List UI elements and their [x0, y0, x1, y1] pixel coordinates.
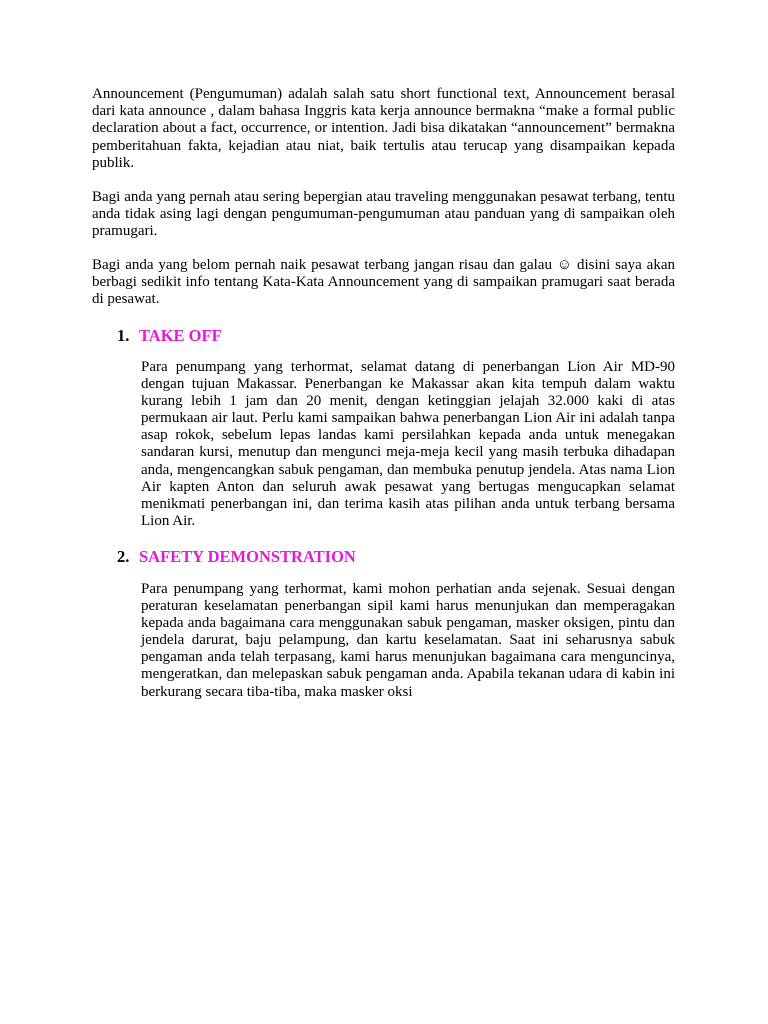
- section-heading-take-off: [117, 326, 222, 346]
- intro-paragraph-2: Bagi anda yang pernah atau sering bepergian atau traveling menggunakan pesawat terbang, tentu anda tidak asing lagi dengan pengumuman-pengumuman atau panduan yang di sampaikan oleh pramugari.: [92, 189, 675, 240]
- section-heading-safety-demonstration: [117, 547, 356, 567]
- section-title: TAKE OFF: [139, 326, 222, 345]
- section-number: 1.: [117, 326, 130, 345]
- intro-paragraph-1: Announcement (Pengumuman) adalah salah satu short functional text, Announcement berasal dari kata announce , dalam bahasa Inggris kata kerja announce bermakna “make a formal public declaration about a fact, occurrence, or intention. Jadi bisa dikatakan “announcement” bermakna pemberitahuan fakta, kejadian atau niat, baik tertulis atau terucap yang disampaikan kepada publik.: [92, 86, 675, 171]
- section-body-safety-demonstration: Para penumpang yang terhormat, kami mohon perhatian anda sejenak. Sesuai dengan peraturan keselamatan penerbangan sipil kami harus menunjukan dan memperagakan kepada anda bagaimana cara menggunakan sabuk pengaman, masker oksigen, pintu dan jendela darurat, baju pelampung, dan kartu keselamatan. Saat ini seharusnya sabuk pengaman anda telah terpasang, kami harus menunjukan bagaimana cara menguncinya, mengeratkan, dan melepaskan sabuk pengaman anda. Apabila tekanan udara di kabin ini berkurang secara tiba-tiba, maka masker oksi: [141, 581, 675, 700]
- section-title: SAFETY DEMONSTRATION: [139, 547, 356, 566]
- section-number: 2.: [117, 547, 130, 566]
- section-body-take-off: Para penumpang yang terhormat, selamat datang di penerbangan Lion Air MD-90 dengan tujuan Makassar. Penerbangan ke Makassar akan kita tempuh dalam waktu kurang lebih 1 jam dan 20 menit, dengan ketinggian jelajah 32.000 kaki di atas permukaan air laut. Perlu kami sampaikan bahwa penerbangan Lion Air ini adalah tanpa asap rokok, sebelum lepas landas kami persilahkan kepada anda untuk menegakan sandaran kursi, menutup dan mengunci meja-meja kecil yang masih terbuka dihadapan anda, mengencangkan sabuk pengaman, dan membuka penutup jendela. Atas nama Lion Air kapten Anton dan seluruh awak pesawat yang bertugas mengucapkan selamat menikmati penerbangan ini, dan terima kasih atas pilihan anda untuk terbang bersama Lion Air.: [141, 359, 675, 529]
- intro-paragraph-3: Bagi anda yang belom pernah naik pesawat terbang jangan risau dan galau ☺ disini saya akan berbagi sedikit info tentang Kata-Kata Announcement yang di sampaikan pramugari saat berada di pesawat.: [92, 257, 675, 308]
